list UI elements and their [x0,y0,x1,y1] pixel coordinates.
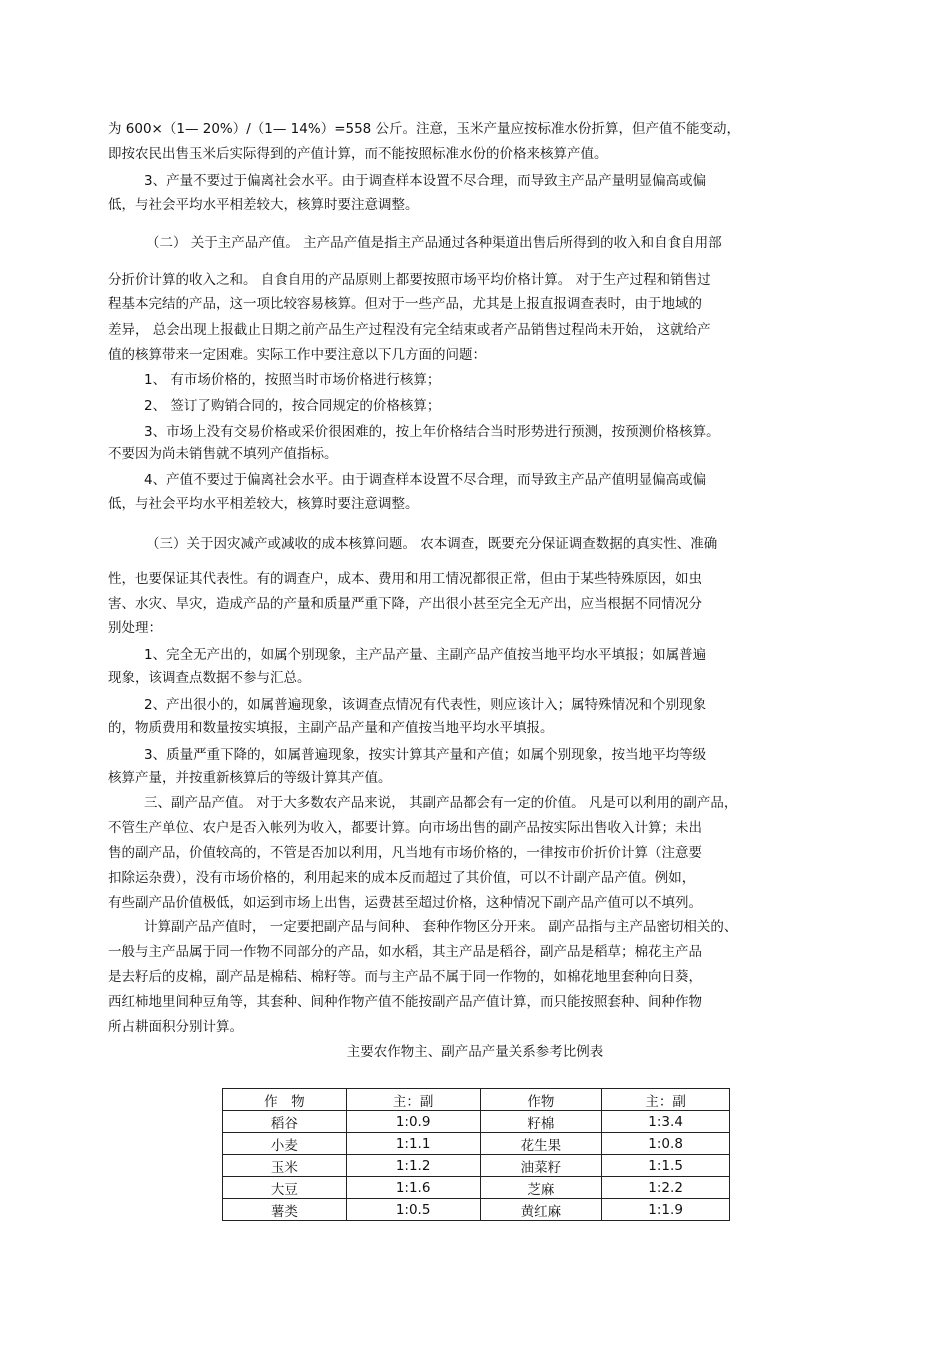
table-cell: 小麦 [223,1133,347,1155]
table-cell: 玉米 [223,1155,347,1177]
paragraph-line: 现象，该调查点数据不参与汇总。 [108,670,311,686]
table-row [223,1199,730,1221]
list-item-line: 1、 有市场价格的，按照当时市场价格进行核算； [144,372,441,388]
ratio-table [222,1088,730,1221]
paragraph-line: 不管生产单位、农户是否入帐列为收入，都要计算。向市场出售的副产品按实际出售收入计算；未出 [108,820,702,836]
paragraph-line: 值的核算带来一定困难。实际工作中要注意以下几方面的问题： [108,347,486,363]
paragraph-line: 的，物质费用和数量按实填报，主副产品产量和产值按当地平均水平填报。 [108,720,554,736]
section-heading-line: （三）关于因灾减产或减收的成本核算问题。 农本调查，既要充分保证调查数据的真实性、准确 [146,536,718,552]
table-cell: 稻谷 [223,1111,347,1133]
table-row [223,1155,730,1177]
paragraph-line: 害、水灾、旱灾，造成产品的产量和质量严重下降，产出很小甚至完全无产出，应当根据不同情况分 [108,596,702,612]
table-cell: 油菜籽 [480,1155,602,1177]
paragraph-line: 是去籽后的皮棉，副产品是棉秸、棉籽等。而与主产品不属于同一作物的，如棉花地里套种向日葵， [108,969,702,985]
paragraph-line: 为 600×（1— 20%）/（1— 14%）=558 公斤。注意，玉米产量应按标准水份折算，但产值不能变动， [108,121,741,137]
paragraph-line: 即按农民出售玉米后实际得到的产值计算，而不能按照标准水份的价格来核算产值。 [108,146,608,162]
list-item-line: 3、市场上没有交易价格或采价很困难的，按上年价格结合当时形势进行预测，按预测价格核算。 [144,424,720,440]
table-cell: 1:0.9 [346,1111,480,1133]
table-header-row [223,1089,730,1111]
list-item-line: 2、 签订了购销合同的，按合同规定的价格核算； [144,398,441,414]
paragraph-line: 有些副产品价值极低，如运到市场上出售，运费甚至超过价格，这种情况下副产品产值可以不填列。 [108,895,702,911]
paragraph-line: 扣除运杂费），没有市场价格的，利用起来的成本反而超过了其价值，可以不计副产品产值。例如， [108,870,696,886]
section-heading-line: 三、副产品产值。 对于大多数农产品来说， 其副产品都会有一定的价值。 凡是可以利用的副产品， [144,795,738,811]
table-title: 主要农作物主、副产品产量关系参考比例表 [346,1044,604,1060]
table-cell: 1:1.6 [346,1177,480,1199]
table-row [223,1111,730,1133]
header-crop: 作 物 [223,1089,347,1111]
header-crop: 作物 [480,1089,602,1111]
section-heading-line: （二） 关于主产品产值。 主产品产值是指主产品通过各种渠道出售后所得到的收入和自食自用部 [146,235,722,251]
table-cell: 1:0.8 [602,1133,730,1155]
paragraph-line: 差异， 总会出现上报截止日期之前产品生产过程没有完全结束或者产品销售过程尚未开始， 这就给产 [108,322,711,338]
table-row [223,1133,730,1155]
header-ratio: 主：副 [602,1089,730,1111]
list-item-line: 2、产出很小的，如属普遍现象，该调查点情况有代表性，则应该计入；属特殊情况和个别现象 [144,697,707,713]
table-cell: 黄红麻 [480,1199,602,1221]
paragraph-line: 西红柿地里间种豆角等，其套种、间种作物产值不能按副产品产值计算，而只能按照套种、间种作物 [108,994,702,1010]
paragraph-line: 所占耕面积分别计算。 [108,1019,243,1035]
paragraph-line: 别处理： [108,620,162,636]
table-cell: 1:0.5 [346,1199,480,1221]
list-item-line: 4、产值不要过于偏离社会水平。由于调查样本设置不尽合理，而导致主产品产值明显偏高或偏 [144,472,707,488]
list-item-line: 1、完全无产出的，如属个别现象，主产品产量、主副产品产值按当地平均水平填报；如属普遍 [144,647,707,663]
table-cell: 薯类 [223,1199,347,1221]
paragraph-line: 不要因为尚未销售就不填列产值指标。 [108,446,338,462]
list-item-line: 3、质量严重下降的，如属普遍现象，按实计算其产量和产值；如属个别现象，按当地平均等级 [144,747,707,763]
table-row [223,1177,730,1199]
table-cell: 籽棉 [480,1111,602,1133]
paragraph-line: 程基本完结的产品，这一项比较容易核算。但对于一些产品，尤其是上报直报调查表时，由于地域的 [108,296,702,312]
table-cell: 1:1.2 [346,1155,480,1177]
table-cell: 1:3.4 [602,1111,730,1133]
header-ratio: 主：副 [346,1089,480,1111]
table-cell: 1:1.1 [346,1133,480,1155]
paragraph-line: 售的副产品，价值较高的，不管是否加以利用，凡当地有市场价格的，一律按市价折价计算（注意要 [108,845,702,861]
table-cell: 1:1.5 [602,1155,730,1177]
table-cell: 1:2.2 [602,1177,730,1199]
paragraph-line: 一般与主产品属于同一作物不同部分的产品，如水稻，其主产品是稻谷，副产品是稻草；棉花主产品 [108,944,702,960]
paragraph-line: 计算副产品产值时， 一定要把副产品与间种、 套种作物区分开来。 副产品指与主产品密切相关的、 [144,919,738,935]
table-cell: 1:1.9 [602,1199,730,1221]
paragraph-line: 核算产量，并按重新核算后的等级计算其产值。 [108,770,392,786]
paragraph-line: 低，与社会平均水平相差较大，核算时要注意调整。 [108,496,419,512]
paragraph-line: 性，也要保证其代表性。有的调查户，成本、费用和用工情况都很正常，但由于某些特殊原因，如虫 [108,571,702,587]
paragraph-line: 低，与社会平均水平相差较大，核算时要注意调整。 [108,197,419,213]
table-cell: 花生果 [480,1133,602,1155]
paragraph-line: 分折价计算的收入之和。 自食自用的产品原则上都要按照市场平均价格计算。 对于生产过程和销售过 [108,272,711,288]
table-cell: 大豆 [223,1177,347,1199]
table-cell: 芝麻 [480,1177,602,1199]
paragraph-line: 3、产量不要过于偏离社会水平。由于调查样本设置不尽合理，而导致主产品产量明显偏高或偏 [144,173,707,189]
